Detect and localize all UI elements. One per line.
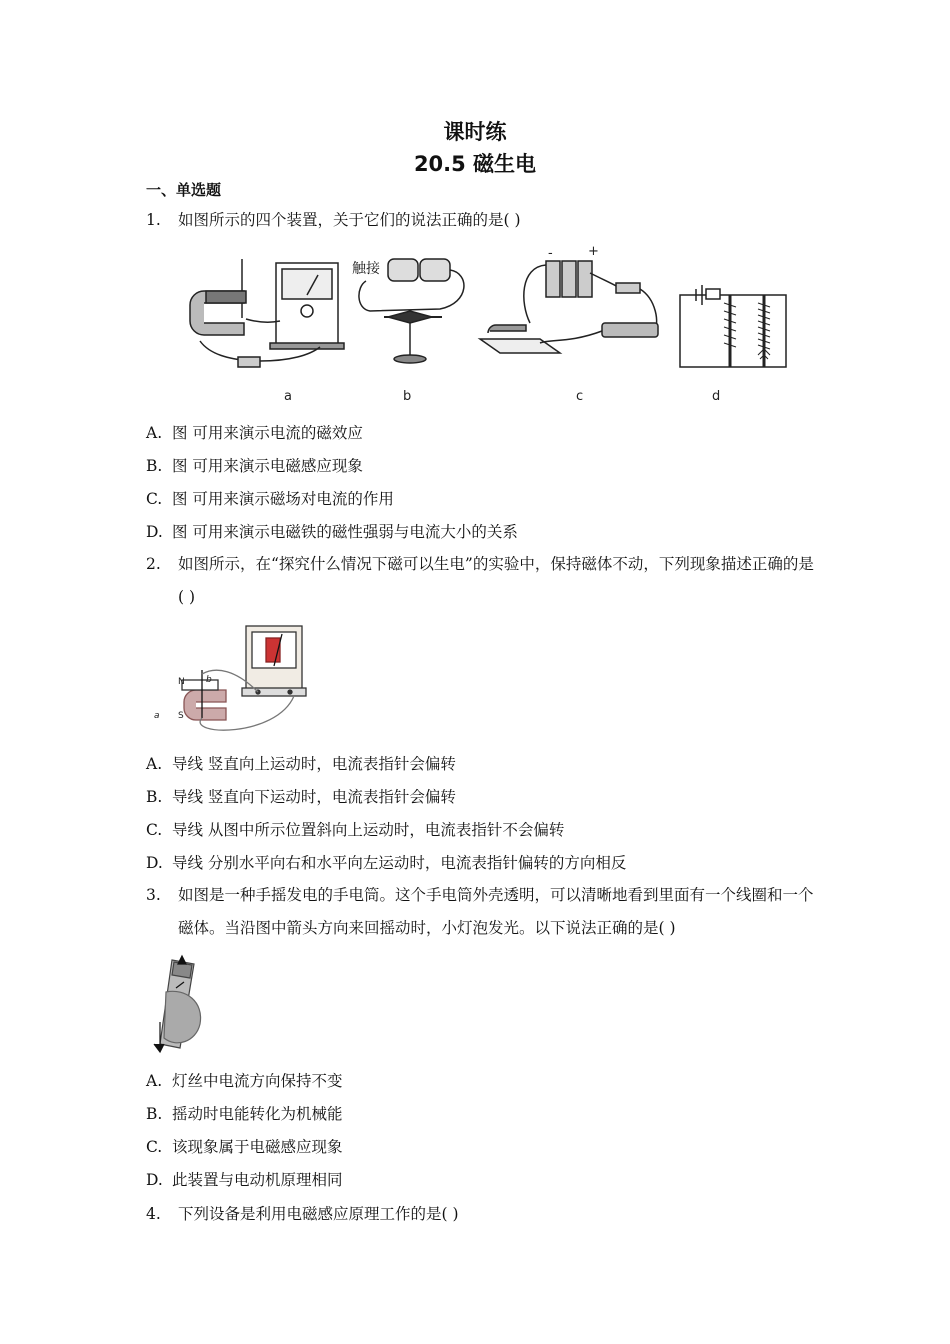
q1-option-d[interactable]	[146, 520, 518, 544]
option-label: C.	[146, 821, 163, 839]
q3-figure-flashlight	[146, 952, 216, 1056]
option-text: 图 可用来演示电磁感应现象	[172, 457, 363, 475]
figure-label-c: c	[576, 389, 584, 404]
q2-option-d[interactable]	[146, 851, 626, 875]
south-pole-label: S	[178, 711, 184, 721]
minus-label: -	[548, 246, 553, 261]
q2-option-b[interactable]	[146, 785, 456, 809]
option-label: C.	[146, 1138, 163, 1156]
question-number: 1.	[146, 211, 161, 229]
option-text: 导线 竖直向上运动时，电流表指针会偏转	[172, 755, 456, 773]
question-text: 下列设备是利用电磁感应原理工作的是( )	[178, 1205, 459, 1223]
option-label: A.	[146, 1072, 163, 1090]
page-subtitle: 20.5 磁生电	[413, 152, 537, 176]
option-text: 该现象属于电磁感应现象	[172, 1138, 343, 1156]
option-label: D.	[146, 854, 163, 872]
q2-option-c[interactable]	[146, 818, 564, 842]
wire-end-b-label: b	[206, 675, 212, 685]
option-text: 图 可用来演示电磁铁的磁性强弱与电流大小的关系	[172, 523, 518, 541]
question-3	[146, 879, 814, 945]
figure-c-motor-setup	[480, 244, 658, 353]
option-text: 导线 分别水平向右和水平向左运动时，电流表指针偏转的方向相反	[172, 854, 627, 872]
page-title: 课时练	[443, 120, 507, 144]
option-label: B.	[146, 1105, 163, 1123]
option-label: B.	[146, 457, 163, 475]
q1-option-a[interactable]	[146, 421, 363, 445]
question-text: 如图所示，在“探究什么情况下磁可以生电”的实验中，保持磁体不动，下列现象描述正确的是( )	[178, 555, 814, 606]
option-label: D.	[146, 523, 163, 541]
option-label: A.	[146, 755, 163, 773]
north-pole-label: N	[178, 677, 185, 687]
q1-figure	[170, 243, 810, 408]
plus-label: +	[588, 244, 599, 259]
figure-label-b: b	[403, 389, 412, 404]
option-label: D.	[146, 1171, 163, 1189]
q1-option-c[interactable]	[146, 487, 394, 511]
option-text: 导线 从图中所示位置斜向上运动时，电流表指针不会偏转	[172, 821, 565, 839]
option-label: C.	[146, 490, 163, 508]
figure-label-a: a	[284, 389, 292, 404]
question-text: 如图所示的四个装置，关于它们的说法正确的是( )	[178, 211, 521, 229]
q1-option-b[interactable]	[146, 454, 363, 478]
question-number: 4.	[146, 1205, 161, 1223]
figure-label-d: d	[712, 389, 721, 404]
question-number: 3.	[146, 886, 161, 904]
q3-option-b[interactable]	[146, 1102, 343, 1126]
option-text: 灯丝中电流方向保持不变	[172, 1072, 343, 1090]
option-text: 摇动时电能转化为机械能	[172, 1105, 343, 1123]
option-label: B.	[146, 788, 163, 806]
q2-option-a[interactable]	[146, 752, 456, 776]
question-1	[146, 204, 814, 237]
q3-option-a[interactable]	[146, 1069, 343, 1093]
q3-option-d[interactable]	[146, 1168, 343, 1192]
section-heading: 一、单选题	[146, 181, 222, 199]
figure-a-galvanometer-setup	[190, 259, 344, 367]
option-text: 图 可用来演示磁场对电流的作用	[172, 490, 394, 508]
wire-end-a-label: a	[154, 711, 160, 721]
question-4	[146, 1198, 814, 1231]
q3-option-c[interactable]	[146, 1135, 343, 1159]
figure-b-oersted-setup	[352, 259, 464, 363]
option-text: 导线 竖直向下运动时，电流表指针会偏转	[172, 788, 456, 806]
question-2	[146, 548, 814, 614]
question-number: 2.	[146, 555, 161, 573]
option-text: 图 可用来演示电流的磁效应	[172, 424, 363, 442]
q2-figure	[146, 620, 316, 740]
question-text: 如图是一种手摇发电的手电筒。这个手电筒外壳透明，可以清晰地看到里面有一个线圈和一个磁体。当沿图中箭头方向来回摇动时，小灯泡发光。以下说法正确的是( )	[178, 886, 814, 937]
option-text: 此装置与电动机原理相同	[172, 1171, 343, 1189]
figure-d-electromagnet-setup	[680, 285, 786, 367]
touch-label: 触接	[352, 261, 380, 277]
option-label: A.	[146, 424, 163, 442]
